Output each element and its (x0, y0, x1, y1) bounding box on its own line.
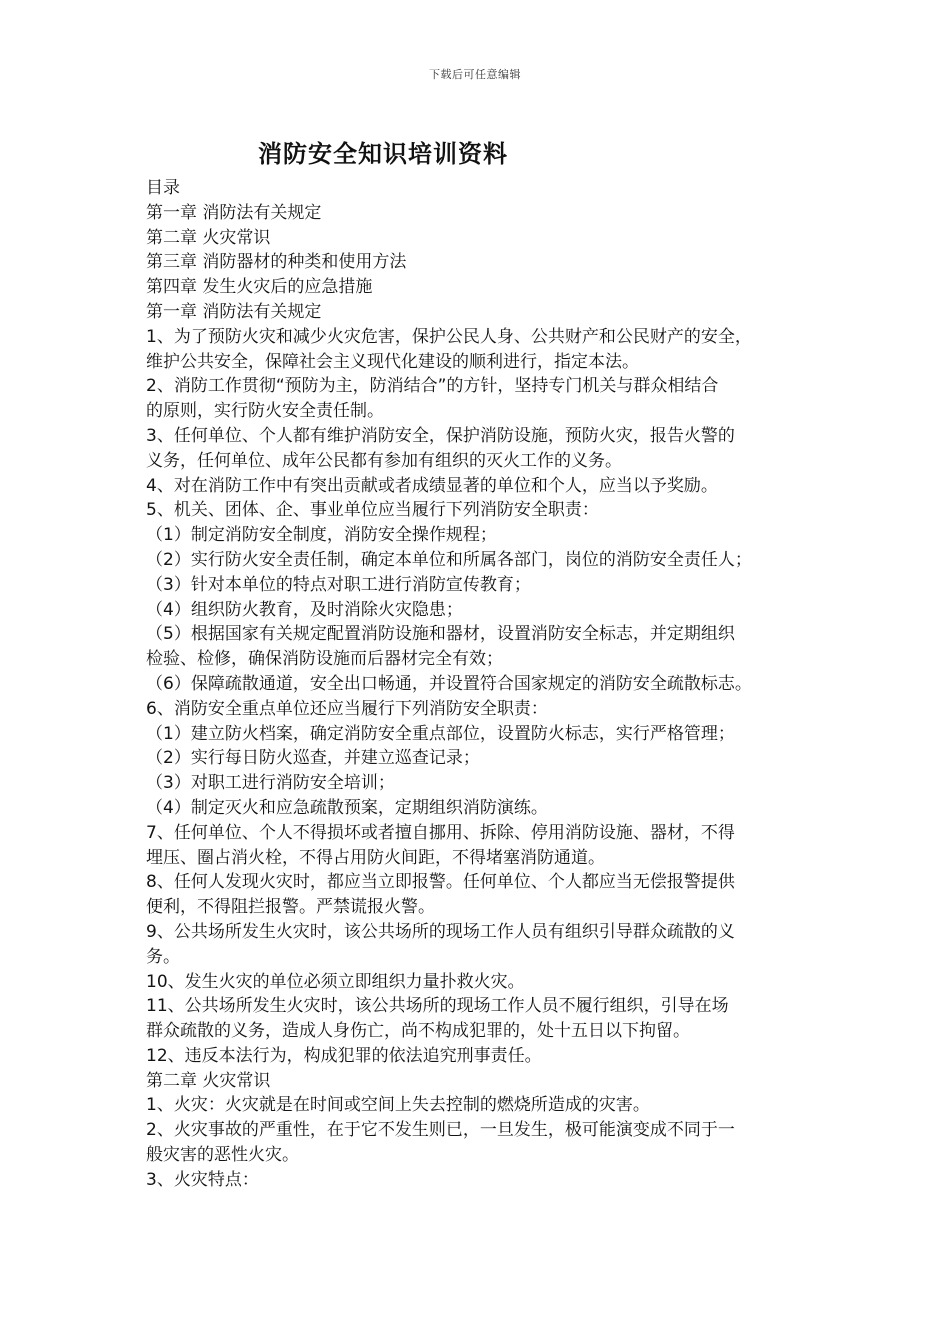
text-line: （4）制定灭火和应急疏散预案，定期组织消防演练。 (146, 797, 548, 818)
text-line: 的原则，实行防火安全责任制。 (146, 401, 384, 422)
text-line: 检验、检修，确保消防设施而后器材完全有效； (146, 649, 503, 670)
text-line: 维护公共安全，保障社会主义现代化建设的顺利进行，指定本法。 (146, 351, 639, 372)
text-line: （2）实行防火安全责任制，确定本单位和所属各部门，岗位的消防安全责任人； (146, 549, 752, 570)
text-line: 第一章 消防法有关规定 (146, 301, 322, 322)
header-note: 下载后可任意编辑 (429, 68, 521, 81)
text-line: （3）针对本单位的特点对职工进行消防宣传教育； (146, 574, 531, 595)
text-line: 3、任何单位、个人都有维护消防安全，保护消防设施，预防火灾，报告火警的 (146, 425, 735, 446)
text-line: （2）实行每日防火巡查，并建立巡查记录； (146, 748, 480, 769)
document-title: 消防安全知识培训资料 (258, 140, 508, 168)
text-line: 目录 (146, 178, 180, 198)
text-line: 2、火灾事故的严重性，在于它不发生则已，一旦发生，极可能演变成不同于一 (146, 1120, 735, 1141)
text-line: 务。 (146, 946, 180, 967)
text-line: 1、火灾：火灾就是在时间或空间上失去控制的燃烧所造成的灾害。 (146, 1095, 650, 1116)
text-line: 般灾害的恶性火灾。 (146, 1145, 299, 1166)
text-line: 12、违反本法行为，构成犯罪的依法追究刑事责任。 (146, 1045, 542, 1066)
text-line: 群众疏散的义务，造成人身伤亡，尚不构成犯罪的，处十五日以下拘留。 (146, 1021, 690, 1042)
text-line: 9、公共场所发生火灾时，该公共场所的现场工作人员有组织引导群众疏散的义 (146, 921, 735, 942)
text-line: 1、为了预防火灾和减少火灾危害，保护公民人身、公共财产和公民财产的安全， (146, 326, 752, 347)
text-line: （1）制定消防安全制度，消防安全操作规程； (146, 525, 497, 546)
text-line: 10、发生火灾的单位必须立即组织力量扑救火灾。 (146, 971, 525, 992)
text-line: 第四章 发生火灾后的应急措施 (146, 277, 373, 298)
text-line: （3）对职工进行消防安全培训； (146, 773, 395, 794)
text-line: 8、任何人发现火灾时，都应当立即报警。任何单位、个人都应当无偿报警提供 (146, 872, 735, 893)
text-line: 2、消防工作贯彻“预防为主，防消结合”的方针，坚持专门机关与群众相结合 (146, 376, 719, 397)
text-line: 第三章 消防器材的种类和使用方法 (146, 252, 407, 273)
document-body (146, 176, 826, 1193)
text-line: 便利，不得阻拦报警。严禁谎报火警。 (146, 897, 435, 918)
text-line: 4、对在消防工作中有突出贡献或者成绩显著的单位和个人，应当以予奖励。 (146, 475, 718, 496)
text-line: 6、消防安全重点单位还应当履行下列消防安全职责： (146, 698, 548, 719)
text-line: 第二章 火灾常识 (146, 1070, 271, 1091)
text-line: 第一章 消防法有关规定 (146, 202, 322, 223)
text-line: 11、公共场所发生火灾时，该公共场所的现场工作人员不履行组织，引导在场 (146, 996, 729, 1017)
text-line: 5、机关、团体、企、事业单位应当履行下列消防安全职责： (146, 500, 599, 521)
text-line: 第二章 火灾常识 (146, 227, 271, 248)
text-line: 7、任何单位、个人不得损坏或者擅自挪用、拆除、停用消防设施、器材，不得 (146, 822, 735, 843)
text-line: 埋压、圈占消火栓，不得占用防火间距，不得堵塞消防通道。 (146, 847, 605, 868)
text-line: （4）组织防火教育，及时消除火灾隐患； (146, 599, 463, 620)
text-line: （1）建立防火档案，确定消防安全重点部位，设置防火标志，实行严格管理； (146, 723, 735, 744)
text-line: （5）根据国家有关规定配置消防设施和器材，设置消防安全标志，并定期组织 (146, 624, 735, 645)
text-line: 义务，任何单位、成年公民都有参加有组织的灭火工作的义务。 (146, 450, 622, 471)
text-line: （6）保障疏散通道，安全出口畅通，并设置符合国家规定的消防安全疏散标志。 (146, 673, 752, 694)
text-line: 3、火灾特点： (146, 1169, 259, 1190)
